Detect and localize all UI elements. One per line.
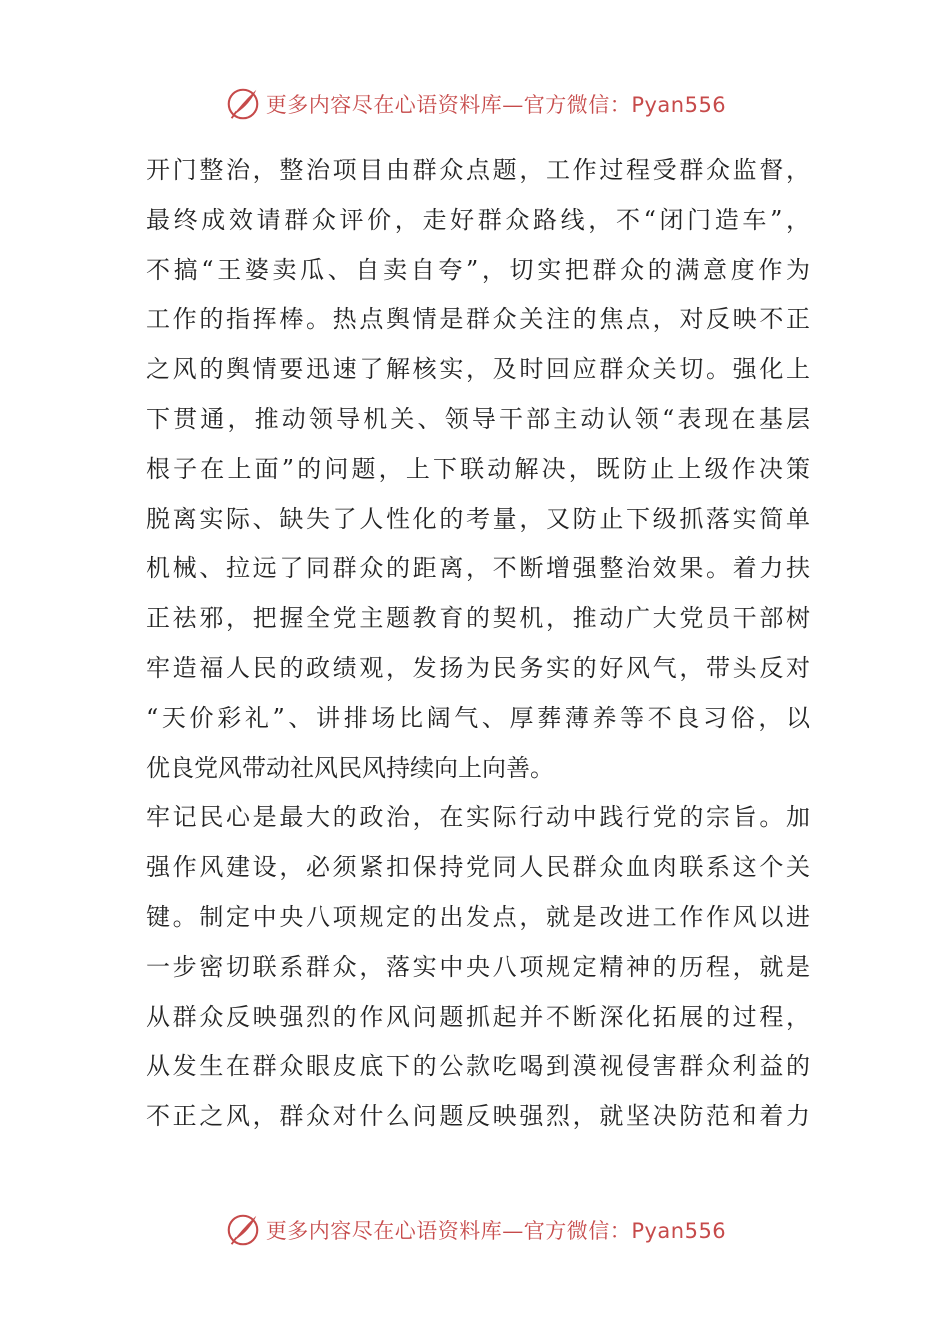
text-line: 强作风建设，必须紧扣保持党同人民群众血肉联系这个关 [146, 853, 810, 882]
banner-text [266, 89, 726, 119]
text-line: 机械、拉远了同群众的距离，不断增强整治效果。着力扶 [146, 554, 810, 583]
text-line: 下贯通，推动领导机关、领导干部主动认领“表现在基层 [146, 404, 810, 433]
footer-banner [0, 1208, 950, 1252]
text-line: 不搞“王婆卖瓜、自卖自夸”，切实把群众的满意度作为 [146, 255, 810, 284]
text-line: 脱离实际、缺失了人性化的考量，又防止下级抓落实简单 [146, 504, 810, 533]
text-line: “天价彩礼”、讲排场比阔气、厚葬薄养等不良习俗，以 [146, 703, 810, 732]
text-line: 牢记民心是最大的政治，在实际行动中践行党的宗旨。加 [146, 803, 810, 832]
quill-logo-icon [224, 1211, 262, 1249]
text-line: 之风的舆情要迅速了解核实，及时回应群众关切。强化上 [146, 355, 810, 384]
banner-wechat-id: Pyan556 [631, 1219, 727, 1243]
text-line: 根子在上面”的问题，上下联动解决，既防止上级作决策 [146, 454, 810, 483]
text-line: 不正之风，群众对什么问题反映强烈，就坚决防范和着力 [146, 1102, 810, 1131]
paragraph-2 [146, 793, 810, 1142]
banner-label: 更多内容尽在心语资料库—官方微信： [265, 93, 632, 117]
text-line: 开门整治，整治项目由群众点题，工作过程受群众监督， [146, 156, 810, 184]
text-line: 一步密切联系群众，落实中央八项规定精神的历程，就是 [146, 952, 810, 981]
text-line: 最终成效请群众评价，走好群众路线，不“闭门造车”， [146, 205, 810, 234]
banner-text [266, 1215, 726, 1245]
text-line: 工作的指挥棒。热点舆情是群众关注的焦点，对反映不正 [146, 305, 810, 334]
text-line: 优良党风带动社风民风持续向上向善。 [146, 753, 554, 782]
banner-wechat-id: Pyan556 [631, 93, 727, 117]
document-body [146, 146, 810, 1142]
text-line: 从发生在群众眼皮底下的公款吃喝到漠视侵害群众利益的 [146, 1052, 810, 1081]
quill-logo-icon [224, 85, 262, 123]
text-line: 从群众反映强烈的作风问题抓起并不断深化拓展的过程， [146, 1002, 810, 1031]
text-line: 牢造福人民的政绩观，发扬为民务实的好风气，带头反对 [146, 653, 810, 682]
text-line: 键。制定中央八项规定的出发点，就是改进工作作风以进 [146, 902, 810, 931]
banner-label: 更多内容尽在心语资料库—官方微信： [265, 1219, 632, 1243]
paragraph-1 [146, 146, 810, 793]
header-banner [0, 82, 950, 126]
text-line: 正祛邪，把握全党主题教育的契机，推动广大党员干部树 [146, 604, 810, 633]
